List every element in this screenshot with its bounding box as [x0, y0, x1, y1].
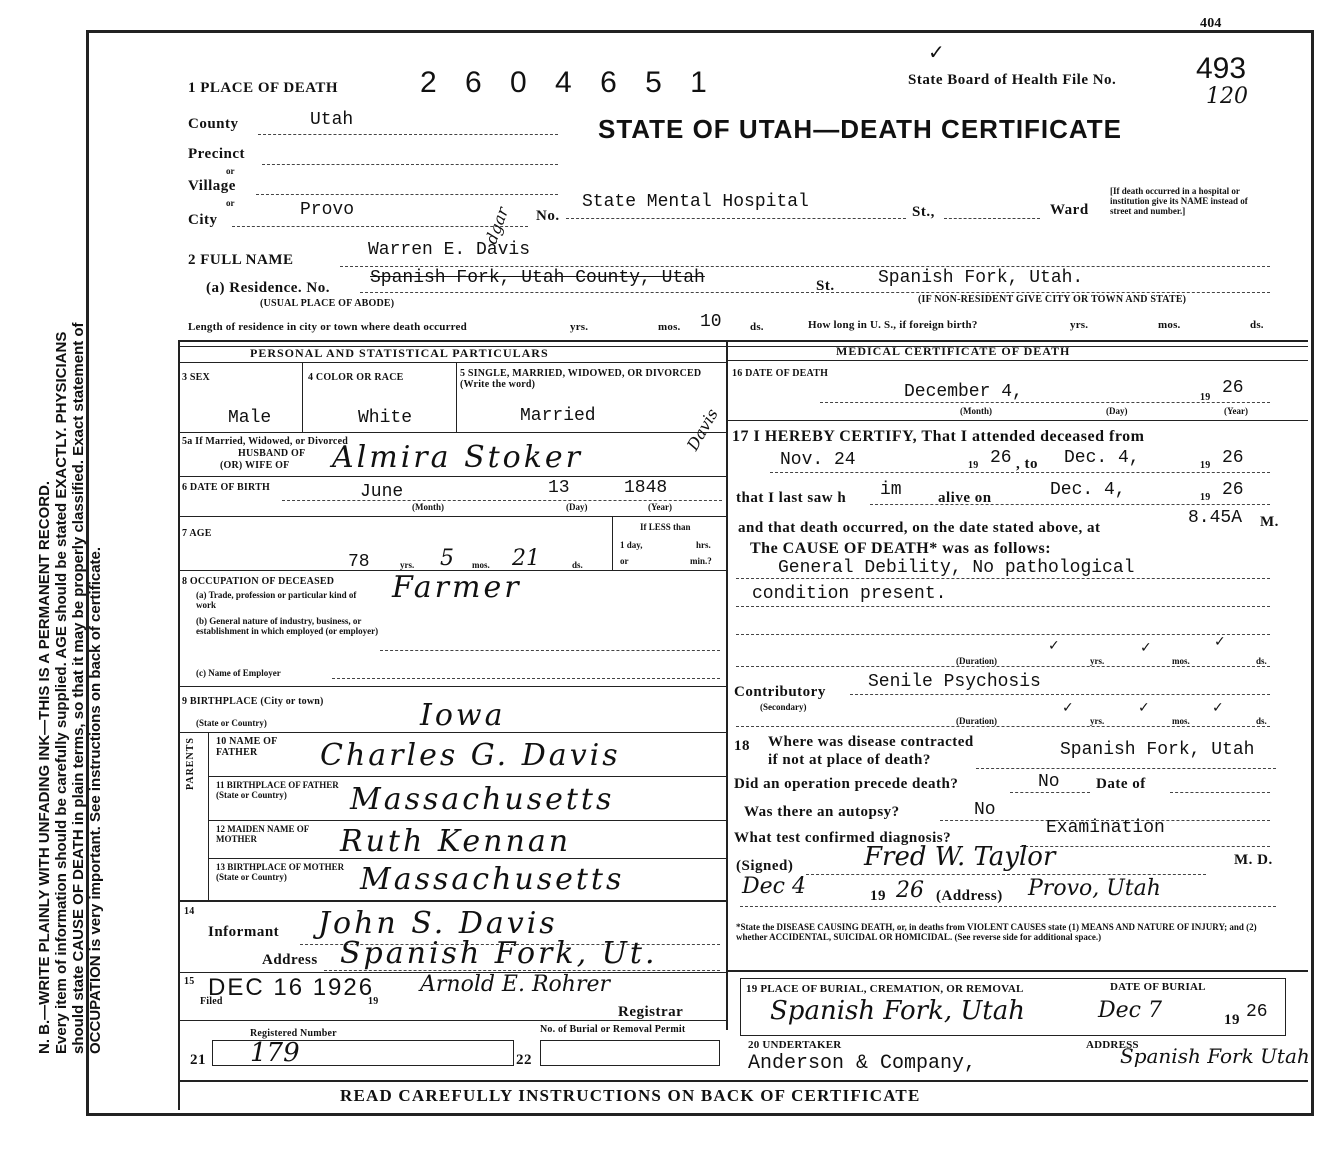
city-value: Provo: [300, 200, 355, 220]
filed-19: 19: [368, 996, 379, 1007]
informant-label: Informant: [208, 924, 280, 940]
spouse-label-2: HUSBAND OF: [238, 448, 306, 459]
autopsy-label: Was there an autopsy?: [744, 804, 900, 820]
hrs-label: hrs.: [696, 540, 711, 550]
cause-line-1: General Debility, No pathological: [778, 558, 1135, 578]
check-mark: ✓: [928, 40, 945, 64]
county-label: County: [188, 116, 239, 132]
operation-value: No: [1038, 772, 1060, 792]
undertaker-address: Spanish Fork Utah: [1120, 1044, 1310, 1068]
signature-date: Dec 4: [742, 874, 806, 899]
dod-label: 16 DATE OF DEATH: [732, 368, 829, 379]
filed-number: 15: [184, 976, 195, 987]
birthplace-value: Iowa: [420, 698, 506, 733]
street-label: St.,: [912, 204, 935, 220]
cause-footnote: *State the DISEASE CAUSING DEATH, or, in deaths from VIOLENT CAUSES state (1) MEANS AND NATURE OF INJURY; and (2) whether ACCIDENTAL, SUICIDAL OR HOMICIDAL. (See reverse side for additional space.): [736, 922, 1257, 942]
from-19: 19: [968, 460, 979, 471]
ward-label: Ward: [1050, 202, 1089, 218]
last-saw-label: that I last saw h: [736, 490, 847, 506]
contributory-label: Contributory: [734, 684, 826, 700]
check-icon: ✓: [1048, 638, 1060, 654]
reg-22: 22: [516, 1052, 532, 1068]
dob-year: 1848: [624, 478, 668, 498]
age-years: 78: [348, 552, 370, 572]
parents-label: PARENTS: [185, 737, 196, 790]
dob-month: June: [360, 482, 404, 502]
check-icon: ✓: [1212, 700, 1224, 716]
last-saw-pronoun: im: [880, 480, 902, 500]
certificate-stamp-number: 2 6 0 4 6 5 1: [420, 66, 717, 99]
informant-value: John S. Davis: [318, 906, 558, 941]
marital-label: 5 SINGLE, MARRIED, WIDOWED, OR DIVORCED (Write the word): [460, 368, 702, 390]
attend-from-year: 26: [990, 448, 1012, 468]
contributory-value: Senile Psychosis: [868, 672, 1041, 692]
contributory-sub: (Secondary): [760, 702, 807, 712]
attend-to: Dec. 4,: [1064, 448, 1140, 468]
mos-sub: mos.: [472, 560, 490, 570]
alive-on-label: alive on: [938, 490, 992, 506]
residence-struck: Spanish Fork, Utah County, Utah: [370, 268, 705, 288]
mother-label: 12 MAIDEN NAME OF MOTHER: [216, 824, 309, 844]
dod-value: December 4,: [904, 382, 1023, 402]
year-sub: (Year): [648, 502, 672, 512]
name-insert: dgar: [481, 204, 513, 247]
duration-label: (Duration): [956, 656, 997, 666]
sex-value: Male: [228, 408, 272, 428]
dod-19: 19: [1200, 392, 1211, 403]
length-residence-label: Length of residence in city or town where death occurred: [188, 321, 467, 333]
mos-label: mos.: [1158, 319, 1181, 331]
burial-date: Dec 7: [1098, 998, 1162, 1023]
autopsy-value: No: [974, 800, 996, 820]
age-months: 5: [440, 546, 454, 571]
occupation-a-label: (a) Trade, profession or particular kind of work: [196, 590, 357, 610]
informant-number: 14: [184, 906, 195, 917]
check-icon: ✓: [1214, 634, 1226, 650]
employer-label: (c) Name of Employer: [196, 668, 281, 678]
or-label: or: [226, 198, 235, 208]
day-sub: (Day): [1106, 406, 1128, 416]
check-icon: ✓: [1138, 700, 1150, 716]
test-label: What test confirmed diagnosis?: [734, 830, 952, 846]
death-time: 8.45A: [1188, 508, 1243, 528]
check-icon: ✓: [1140, 640, 1152, 656]
spouse-insert: Davis: [682, 405, 722, 454]
street-no-label: No.: [536, 208, 560, 224]
informant-address: Spanish Fork, Ut.: [340, 936, 658, 971]
burial-permit-label: No. of Burial or Removal Permit: [540, 1024, 686, 1035]
corner-number: 404: [1200, 16, 1222, 31]
occupation-b-label: (b) General nature of industry, business, or establishment in which employed (or employer): [196, 616, 379, 636]
physician-signature: Fred W. Taylor: [864, 842, 1056, 872]
undertaker-label: 20 UNDERTAKER: [748, 1039, 842, 1051]
age-days: 21: [512, 546, 540, 571]
village-label: Village: [188, 178, 236, 194]
less-day-label: 1 day,: [620, 540, 643, 550]
margin-line-4: OCCUPATION is very important. See instructions on back of certificate.: [87, 546, 104, 1054]
city-label: City: [188, 212, 218, 228]
place-of-death-label: 1 PLACE OF DEATH: [188, 80, 339, 96]
burial-date-label: DATE OF BURIAL: [1110, 981, 1206, 993]
yrs-label: yrs.: [570, 321, 589, 333]
mos-label: mos.: [1172, 656, 1190, 666]
residence-st-label: St.: [816, 278, 835, 294]
spouse-value: Almira Stoker: [332, 440, 584, 475]
yrs-label: yrs.: [1090, 656, 1105, 666]
year-sub: (Year): [1224, 406, 1248, 416]
last-saw-year: 26: [1222, 480, 1244, 500]
date-of-label: Date of: [1096, 776, 1146, 792]
filed-label: Filed: [200, 996, 223, 1007]
father-value: Charles G. Davis: [320, 738, 621, 773]
race-value: White: [358, 408, 413, 428]
precinct-label: Precinct: [188, 146, 246, 162]
file-number-label: State Board of Health File No.: [908, 72, 1117, 88]
spouse-label-3: (OR) WIFE OF: [220, 460, 290, 471]
min-label: min.?: [690, 556, 712, 566]
reg-21: 21: [190, 1052, 206, 1068]
certify-line: 17 I HEREBY CERTIFY, That I attended deceased from: [732, 428, 1145, 445]
mos-label: mos.: [1172, 716, 1190, 726]
ds-label: ds.: [1256, 716, 1267, 726]
spouse-label-1: 5a If Married, Widowed, or Divorced: [182, 436, 348, 447]
residence-label: (a) Residence. No.: [206, 280, 330, 296]
father-birthplace: Massachusetts: [350, 782, 615, 817]
yrs-label: yrs.: [1090, 716, 1105, 726]
mos-label: mos.: [658, 321, 681, 333]
father-label: 10 NAME OF FATHER: [216, 736, 278, 758]
ward-note: [If death occurred in a hospital or institution give its NAME instead of street and number.]: [1110, 186, 1248, 216]
file-number-sub: 120: [1206, 84, 1248, 109]
margin-line-2: Every item of information should be carefully supplied. AGE should be stated EXACTLY. PHYSICIANS: [53, 331, 70, 1054]
physician-address-label: (Address): [936, 888, 1003, 904]
mother-birthplace: Massachusetts: [360, 862, 625, 897]
residence-sub: (USUAL PLACE OF ABODE): [260, 298, 395, 309]
ds-label: ds.: [750, 321, 764, 333]
informant-address-label: Address: [262, 952, 318, 968]
father-birthplace-label: 11 BIRTHPLACE OF FATHER (State or Country): [216, 780, 339, 800]
occurred-label: and that death occurred, on the date stated above, at: [738, 520, 1101, 536]
sex-label: 3 SEX: [182, 372, 210, 383]
certificate-title: STATE OF UTAH—DEATH CERTIFICATE: [598, 114, 1122, 144]
mother-value: Ruth Kennan: [340, 824, 572, 859]
file-number: 493: [1196, 52, 1247, 85]
full-name-label: 2 FULL NAME: [188, 252, 294, 268]
burial-label: 19 PLACE OF BURIAL, CREMATION, OR REMOVAL: [746, 983, 1024, 995]
birthplace-label: 9 BIRTHPLACE (City or town): [182, 696, 324, 707]
burial-permit-box: [540, 1040, 720, 1066]
race-label: 4 COLOR OR RACE: [308, 372, 404, 383]
attend-from: Nov. 24: [780, 450, 856, 470]
yrs-sub: yrs.: [400, 560, 415, 570]
county-value: Utah: [310, 110, 354, 130]
undertaker-value: Anderson & Company,: [748, 1052, 977, 1075]
day-sub: (Day): [566, 502, 588, 512]
cause-line-2: condition present.: [752, 584, 947, 604]
registered-number: 179: [250, 1038, 300, 1068]
ls-19: 19: [1200, 492, 1211, 503]
burial-19: 19: [1224, 1012, 1240, 1028]
full-name-value: Warren E. Davis: [368, 240, 531, 260]
month-sub: (Month): [412, 502, 444, 512]
margin-line-1: N. B.—WRITE PLAINLY WITH UNFADING INK—THIS IS A PERMANENT RECORD.: [36, 480, 53, 1054]
institution-value: State Mental Hospital: [582, 192, 809, 212]
dob-day: 13: [548, 478, 570, 498]
ds-label: ds.: [1256, 656, 1267, 666]
residence-city: Spanish Fork, Utah.: [878, 268, 1084, 288]
cause-label: The CAUSE OF DEATH* was as follows:: [750, 540, 1052, 557]
mother-birthplace-label: 13 BIRTHPLACE OF MOTHER (State or Country): [216, 862, 345, 882]
registrar-signature: Arnold E. Rohrer: [420, 972, 611, 997]
yrs-label: yrs.: [1070, 319, 1089, 331]
m-label: M.: [1260, 514, 1279, 530]
sig-19: 19: [870, 888, 886, 904]
where-value: Spanish Fork, Utah: [1060, 740, 1255, 760]
duration-label: (Duration): [956, 716, 997, 726]
attend-to-year: 26: [1222, 448, 1244, 468]
ds-sub: ds.: [572, 560, 583, 570]
physician-address: Provo, Utah: [1028, 876, 1161, 901]
filed-stamp: DEC 16 1926: [208, 974, 375, 1001]
or-label: or: [620, 556, 629, 566]
to-label: , to: [1016, 456, 1038, 472]
us-residence-label: How long in U. S., if foreign birth?: [808, 319, 978, 331]
residence-months: 10: [700, 312, 722, 332]
registrar-label: Registrar: [618, 1004, 684, 1020]
occupation-value: Farmer: [392, 570, 522, 605]
dob-label: 6 DATE OF BIRTH: [182, 482, 270, 493]
undertaker-address-label: ADDRESS: [1086, 1039, 1139, 1051]
where-label-2: if not at place of death?: [768, 752, 931, 768]
nonresident-note: (IF NON-RESIDENT GIVE CITY OR TOWN AND STATE): [918, 294, 1187, 305]
occupation-label: 8 OCCUPATION OF DECEASED: [182, 576, 335, 587]
burial-year: 26: [1246, 1002, 1268, 1022]
check-icon: ✓: [1062, 700, 1074, 716]
age-label: 7 AGE: [182, 528, 212, 539]
md-label: M. D.: [1234, 852, 1273, 868]
marital-value: Married: [520, 406, 596, 426]
operation-label: Did an operation precede death?: [734, 776, 959, 792]
or-label: or: [226, 166, 235, 176]
footer-instructions: READ CAREFULLY INSTRUCTIONS ON BACK OF CERTIFICATE: [340, 1086, 921, 1105]
registered-number-label: Registered Number: [250, 1028, 337, 1039]
where-number: 18: [734, 738, 750, 754]
where-label-1: Where was disease contracted: [768, 734, 974, 750]
ds-label: ds.: [1250, 319, 1264, 331]
medical-section-title: MEDICAL CERTIFICATE OF DEATH: [836, 344, 1071, 358]
birthplace-sub: (State or Country): [196, 718, 267, 728]
burial-place: Spanish Fork, Utah: [770, 996, 1025, 1026]
margin-line-3: should state CAUSE OF DEATH in plain terms, so that it may be properly classified. Exact statement of: [70, 322, 87, 1054]
to-19: 19: [1200, 460, 1211, 471]
signed-label: (Signed): [736, 858, 794, 874]
test-value: Examination: [1046, 818, 1165, 838]
last-saw-date: Dec. 4,: [1050, 480, 1126, 500]
month-sub: (Month): [960, 406, 992, 416]
personal-section-title: PERSONAL AND STATISTICAL PARTICULARS: [250, 346, 549, 360]
less-label: If LESS than: [640, 522, 691, 532]
signature-year: 26: [896, 878, 924, 903]
dod-year: 26: [1222, 378, 1244, 398]
